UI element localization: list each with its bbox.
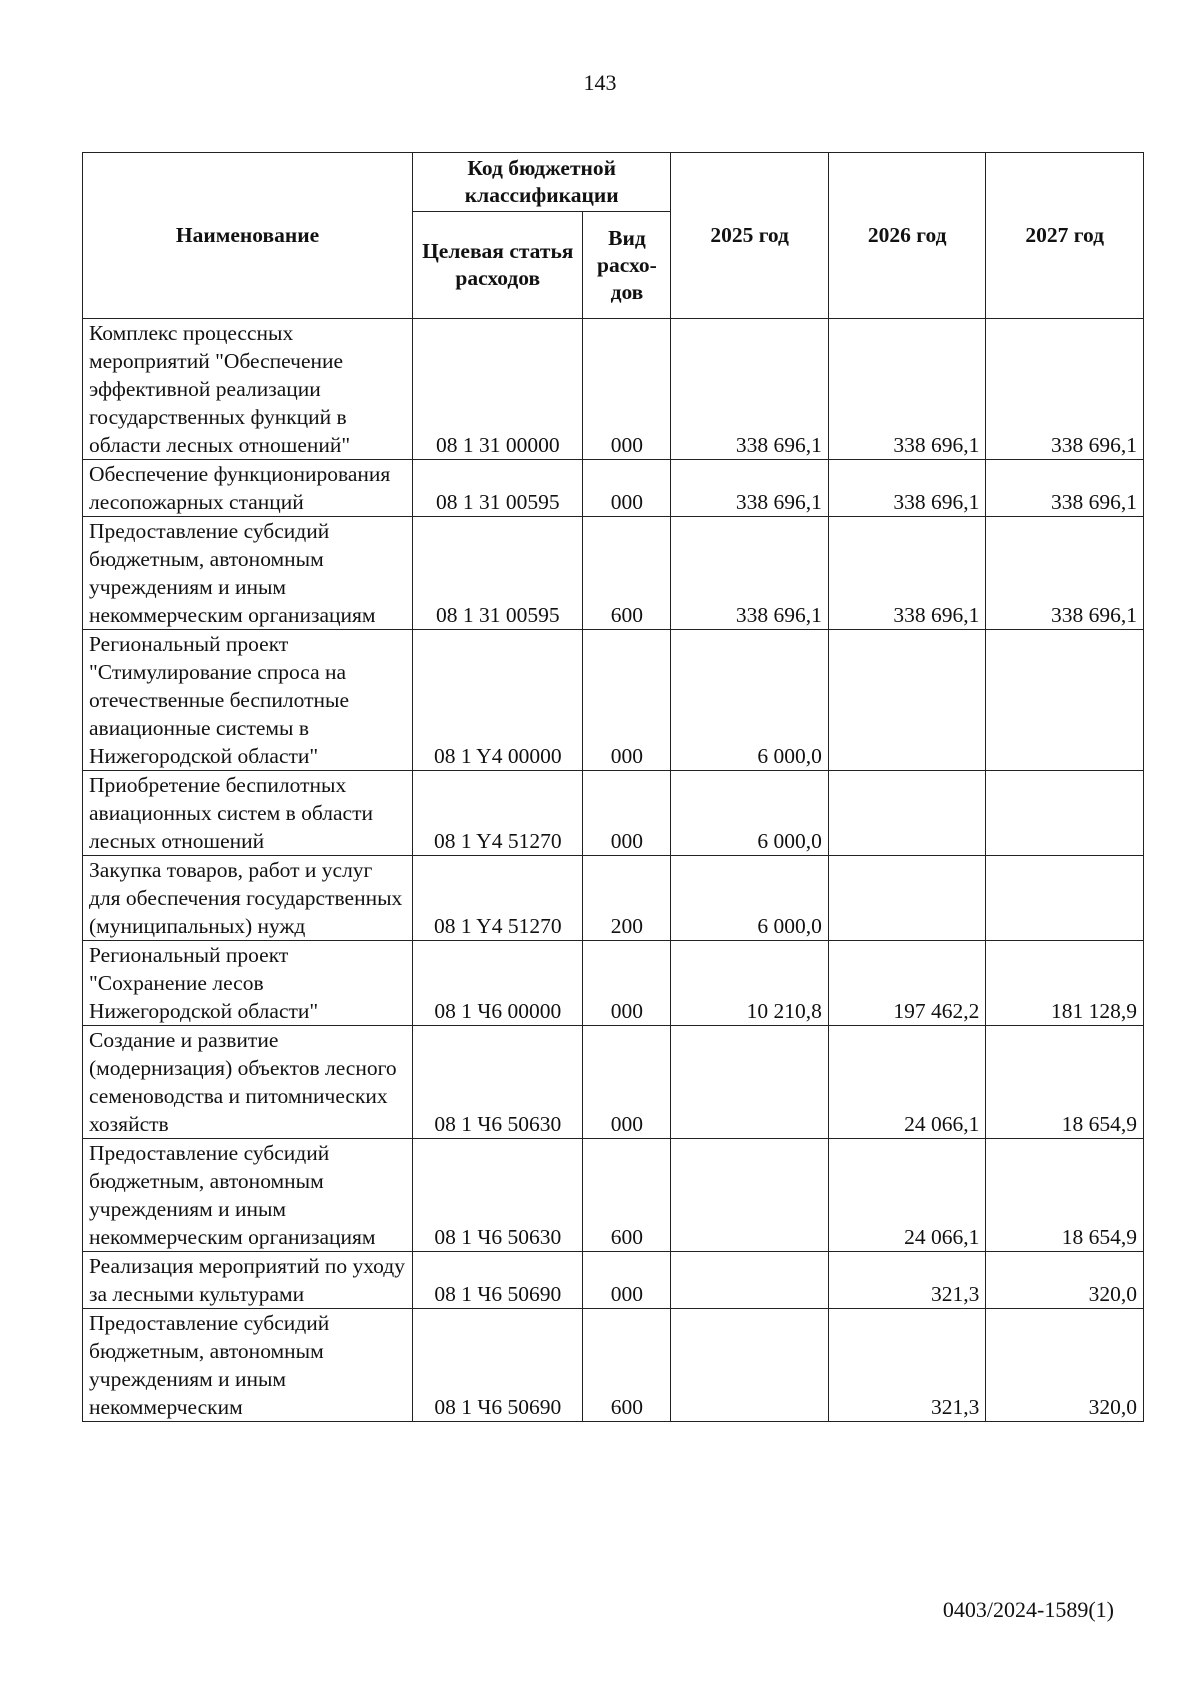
row-code: 08 1 Y4 00000 <box>413 630 583 771</box>
row-code: 08 1 31 00595 <box>413 517 583 630</box>
row-name: Приобретение беспилотных авиационных систем в области лесных отношений <box>83 771 413 856</box>
row-code: 08 1 31 00595 <box>413 460 583 517</box>
row-kind: 600 <box>583 1309 671 1422</box>
table-row <box>83 1139 1144 1252</box>
row-2026: 321,3 <box>828 1309 986 1422</box>
row-2027: 18 654,9 <box>986 1026 1144 1139</box>
row-2027: 338 696,1 <box>986 460 1144 517</box>
row-kind: 000 <box>583 460 671 517</box>
row-2027: 338 696,1 <box>986 517 1144 630</box>
budget-table <box>82 152 1144 1422</box>
row-2026 <box>828 771 986 856</box>
document-code: 0403/2024-1589(1) <box>942 1597 1114 1622</box>
row-kind: 600 <box>583 1139 671 1252</box>
row-kind: 600 <box>583 517 671 630</box>
header-target-article: Целевая статья расходов <box>413 212 583 319</box>
row-2026 <box>828 856 986 941</box>
row-2027: 338 696,1 <box>986 319 1144 460</box>
table-row <box>83 941 1144 1026</box>
row-code: 08 1 Ч6 00000 <box>413 941 583 1026</box>
row-2025 <box>671 1026 829 1139</box>
row-kind: 200 <box>583 856 671 941</box>
table-body <box>83 319 1144 1422</box>
row-kind: 000 <box>583 941 671 1026</box>
row-kind: 000 <box>583 630 671 771</box>
row-kind: 000 <box>583 1252 671 1309</box>
header-code-group: Код бюджетной классификации <box>413 153 671 212</box>
row-kind: 000 <box>583 1026 671 1139</box>
page-number: 143 <box>583 70 617 95</box>
header-2025: 2025 год <box>671 153 829 319</box>
row-name: Предоставление субсидий бюджетным, автономным учреждениям и иным некоммерческим организациям <box>83 1139 413 1252</box>
row-name: Обеспечение функционирования лесопожарных станций <box>83 460 413 517</box>
row-2025: 338 696,1 <box>671 460 829 517</box>
table-row <box>83 1252 1144 1309</box>
row-2027 <box>986 771 1144 856</box>
row-2027: 18 654,9 <box>986 1139 1144 1252</box>
row-2025: 6 000,0 <box>671 630 829 771</box>
row-2025: 10 210,8 <box>671 941 829 1026</box>
table-row <box>83 460 1144 517</box>
row-2026: 24 066,1 <box>828 1026 986 1139</box>
table-row <box>83 1309 1144 1422</box>
row-code: 08 1 Y4 51270 <box>413 856 583 941</box>
row-2026: 338 696,1 <box>828 460 986 517</box>
row-code: 08 1 Ч6 50690 <box>413 1309 583 1422</box>
row-2025 <box>671 1252 829 1309</box>
row-name: Предоставление субсидий бюджетным, автономным учреждениям и иным некоммерческим <box>83 1309 413 1422</box>
row-2026: 24 066,1 <box>828 1139 986 1252</box>
table-row <box>83 517 1144 630</box>
row-name: Комплекс процессных мероприятий "Обеспечение эффективной реализации государственных функций в области лесных отношений" <box>83 319 413 460</box>
row-2025: 338 696,1 <box>671 517 829 630</box>
row-2025: 6 000,0 <box>671 771 829 856</box>
header-name: Наименование <box>83 153 413 319</box>
row-2027 <box>986 856 1144 941</box>
row-name: Создание и развитие (модернизация) объектов лесного семеноводства и питомнических хозяйств <box>83 1026 413 1139</box>
table-row <box>83 319 1144 460</box>
table-row <box>83 1026 1144 1139</box>
row-2027 <box>986 630 1144 771</box>
row-name: Региональный проект "Стимулирование спроса на отечественные беспилотные авиационные системы в Нижегородской области" <box>83 630 413 771</box>
row-2026: 197 462,2 <box>828 941 986 1026</box>
row-name: Региональный проект "Сохранение лесов Нижегородской области" <box>83 941 413 1026</box>
table-row <box>83 630 1144 771</box>
row-2025: 338 696,1 <box>671 319 829 460</box>
row-code: 08 1 Ч6 50630 <box>413 1139 583 1252</box>
table-header <box>83 153 1144 319</box>
row-kind: 000 <box>583 771 671 856</box>
row-2027: 320,0 <box>986 1252 1144 1309</box>
row-2026: 321,3 <box>828 1252 986 1309</box>
table-row <box>83 856 1144 941</box>
header-2026: 2026 год <box>828 153 986 319</box>
row-2025 <box>671 1309 829 1422</box>
row-2027: 320,0 <box>986 1309 1144 1422</box>
row-code: 08 1 31 00000 <box>413 319 583 460</box>
row-2026: 338 696,1 <box>828 517 986 630</box>
row-2025 <box>671 1139 829 1252</box>
row-2027: 181 128,9 <box>986 941 1144 1026</box>
row-code: 08 1 Y4 51270 <box>413 771 583 856</box>
row-name: Закупка товаров, работ и услуг для обеспечения государственных (муниципальных) нужд <box>83 856 413 941</box>
table-row <box>83 771 1144 856</box>
row-2025: 6 000,0 <box>671 856 829 941</box>
row-code: 08 1 Ч6 50630 <box>413 1026 583 1139</box>
header-expense-kind: Вид расхо- дов <box>583 212 671 319</box>
row-2026 <box>828 630 986 771</box>
row-kind: 000 <box>583 319 671 460</box>
row-code: 08 1 Ч6 50690 <box>413 1252 583 1309</box>
row-2026: 338 696,1 <box>828 319 986 460</box>
row-name: Реализация мероприятий по уходу за лесными культурами <box>83 1252 413 1309</box>
header-2027: 2027 год <box>986 153 1144 319</box>
row-name: Предоставление субсидий бюджетным, автономным учреждениям и иным некоммерческим организациям <box>83 517 413 630</box>
